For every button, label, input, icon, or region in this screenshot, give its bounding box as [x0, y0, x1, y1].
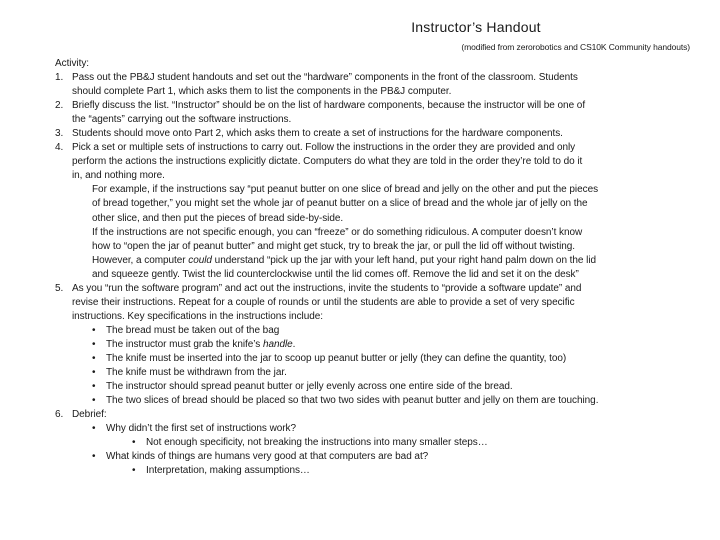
bullet-text: The instructor must grab the knife’s [106, 338, 263, 350]
item-text: As you “run the software program” and act out the instructions, invite the students to “provide a software update” and [72, 282, 582, 294]
list-item [55, 282, 695, 408]
bullet-text: The two slices of bread should be placed so that two two sides with peanut butter and jelly on them are touching. [106, 395, 599, 407]
list-number: 3. [55, 128, 64, 140]
item-text: should complete Part 1, which asks them to list the components in the PB&J computer. [72, 86, 452, 98]
item-text: perform the actions the instructions explicitly dictate. Computers do what they are told in the order they’re told to do it [72, 156, 583, 168]
example-text: of bread together,” you might set the whole jar of peanut butter on a slice of bread and the whole jar of jelly on the [92, 198, 588, 210]
bullet-icon: • [132, 437, 136, 449]
bullet-text: The bread must be taken out of the bag [106, 324, 280, 336]
emphasis-text: handle [262, 338, 293, 350]
example-text: other slice, and then put the pieces of bread side-by-side. [92, 212, 344, 224]
bullet-icon: • [92, 367, 96, 379]
list-number: 2. [55, 100, 64, 112]
item-text: the “agents” carrying out the software instructions. [72, 114, 292, 126]
bullet-item [55, 450, 695, 464]
bullet-icon: • [92, 423, 96, 435]
document-body [55, 57, 695, 478]
bullet-icon: • [92, 381, 96, 393]
item-text: Pass out the PB&J student handouts and set out the “hardware” components in the front of the classroom. Students [72, 72, 578, 84]
example-text: how to “open the jar of peanut butter” and might get stuck, try to break the jar, or pull the lid off without twisting. [92, 240, 576, 252]
bullet-item [55, 394, 695, 408]
bullet-text: Not enough specificity, not breaking the instructions into many smaller steps… [146, 437, 488, 449]
bullet-icon: • [132, 465, 136, 477]
list-item [55, 408, 695, 478]
example-text: For example, if the instructions say “put peanut butter on one slice of bread and jelly on the other and put the pieces [92, 184, 599, 196]
list-number: 4. [55, 142, 64, 154]
bullet-item [55, 338, 695, 352]
list-number: 6. [55, 409, 64, 421]
item-text: instructions. Key specifications in the instructions include: [72, 310, 323, 322]
bullet-text: Interpretation, making assumptions… [146, 465, 310, 477]
bullet-text: The knife must be withdrawn from the jar. [106, 367, 287, 379]
example-text: If the instructions are not specific enough, you can “freeze” or do something ridiculous. A computer doesn’t know [92, 226, 583, 238]
example-text-part: However, a computer [92, 254, 189, 266]
document-title: Instructor’s Handout [411, 19, 541, 35]
emphasis-text: could [188, 254, 212, 266]
item-text: Briefly discuss the list. “Instructor” should be on the list of hardware components, because the instructor will be one of [72, 100, 586, 112]
example-text [55, 254, 695, 268]
document-subtitle: (modified from zerorobotics and CS10K Community handouts) [461, 42, 690, 52]
item-text: in, and nothing more. [72, 170, 165, 182]
bullet-item [55, 422, 695, 436]
bullet-item [55, 366, 695, 380]
bullet-icon: • [92, 395, 96, 407]
bullet-text: . [292, 338, 296, 350]
bullet-icon: • [92, 338, 96, 350]
item-text: Debrief: [72, 409, 107, 421]
example-text: and squeeze gently. Twist the lid counterclockwise until the lid comes off. Remove the lid and set it on the desk” [92, 268, 579, 280]
item-text: Students should move onto Part 2, which asks them to create a set of instructions for the hardware components. [72, 128, 563, 140]
list-item [55, 127, 695, 141]
activity-heading: Activity: [55, 58, 89, 69]
bullet-text: Why didn’t the first set of instructions work? [106, 423, 296, 435]
sub-bullet-item [55, 436, 695, 450]
bullet-icon: • [92, 451, 96, 463]
bullet-icon: • [92, 352, 96, 364]
item-text: Pick a set or multiple sets of instructions to carry out. Follow the instructions in the order they are provided and only [72, 142, 576, 154]
bullet-text: The knife must be inserted into the jar to scoop up peanut butter or jelly (they can define the quantity, too) [106, 352, 567, 364]
bullet-text: What kinds of things are humans very good at that computers are bad at? [106, 451, 429, 463]
example-text-part: understand “pick up the jar with your left hand, put your right hand palm down on the lid [211, 254, 597, 266]
bullet-item [55, 324, 695, 338]
list-number: 5. [55, 282, 64, 294]
list-item [55, 99, 695, 127]
sub-bullet-item [55, 464, 695, 478]
bullet-text: The instructor should spread peanut butter or jelly evenly across one entire side of the bread. [106, 381, 513, 393]
list-item [55, 71, 695, 99]
item-text: revise their instructions. Repeat for a couple of rounds or until the students are able to provide a set of very specific [72, 296, 575, 308]
list-number: 1. [55, 72, 64, 84]
list-item [55, 141, 695, 281]
bullet-item [55, 380, 695, 394]
bullet-icon: • [92, 324, 96, 336]
bullet-item [55, 352, 695, 366]
